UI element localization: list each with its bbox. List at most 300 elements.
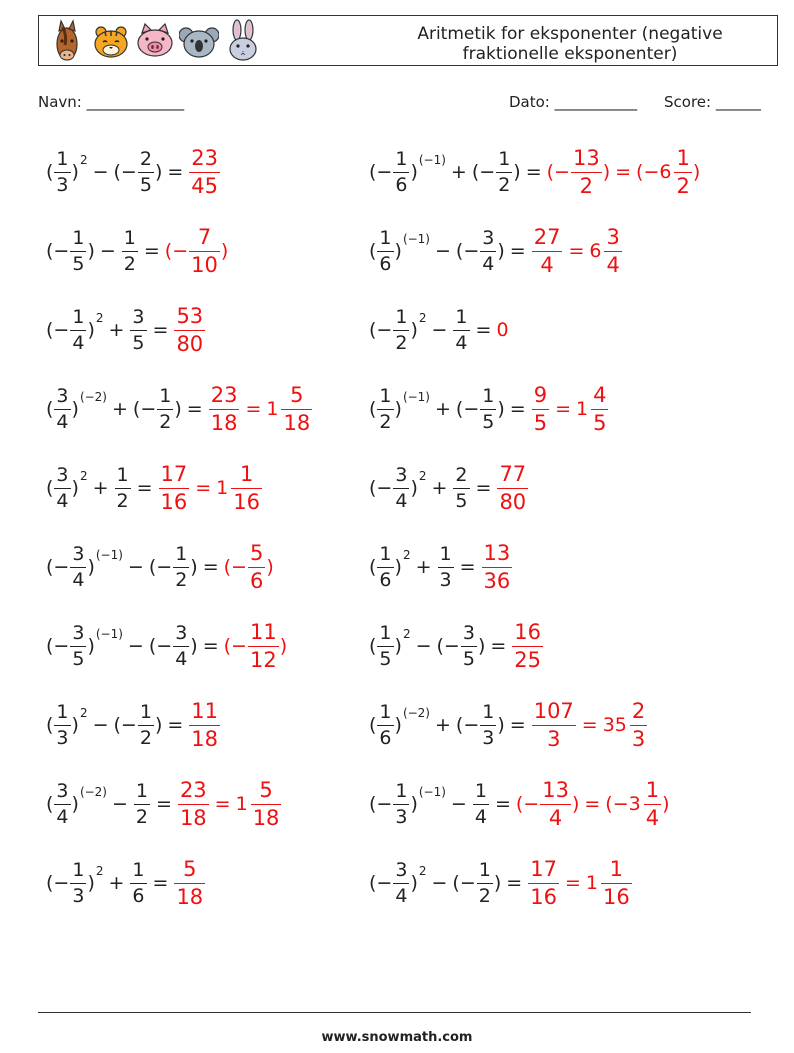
problem-item — [369, 140, 700, 204]
prefix: ( — [46, 477, 54, 499]
prefix: (− — [369, 161, 393, 183]
operator: + — [108, 319, 125, 341]
prefix: (− — [223, 635, 247, 657]
equals-sign: = — [475, 319, 492, 341]
prefix: (− — [46, 319, 70, 341]
denominator: 18 — [210, 410, 238, 435]
suffix: ) — [71, 714, 79, 736]
fraction — [473, 779, 489, 828]
numerator: 17 — [530, 856, 557, 881]
denominator: 5 — [379, 647, 392, 670]
equals-sign: = — [167, 714, 184, 736]
denominator: 6 — [379, 726, 392, 749]
numerator: 1 — [395, 305, 408, 328]
numerator: 1 — [135, 779, 149, 802]
equals-sign: = — [568, 240, 585, 262]
prefix: (− — [369, 793, 393, 815]
whole-number: 35 — [602, 714, 627, 736]
exponent: (−2) — [402, 706, 430, 720]
suffix: ) — [71, 793, 79, 815]
fraction — [377, 384, 393, 433]
problem-item — [46, 535, 274, 599]
problem-item — [369, 456, 529, 520]
suffix: ) — [493, 872, 502, 894]
numerator: 1 — [379, 384, 392, 407]
fraction — [189, 145, 220, 198]
numerator: 2 — [631, 698, 646, 723]
prefix: ( — [369, 240, 377, 262]
prefix: ( — [46, 714, 54, 736]
operator: + — [435, 398, 451, 420]
fraction — [157, 384, 173, 433]
answer — [158, 461, 263, 514]
denominator: 5 — [72, 252, 85, 275]
suffix: ) — [410, 319, 418, 341]
whole-number: 6 — [659, 161, 672, 183]
equals-sign: = — [195, 477, 212, 499]
problem-item — [46, 377, 313, 441]
fraction — [377, 226, 393, 275]
denominator: 2 — [116, 489, 129, 512]
problem-item — [369, 535, 513, 599]
exponent: 2 — [418, 311, 427, 325]
answer — [481, 540, 514, 593]
denominator: 3 — [532, 725, 576, 750]
fraction — [130, 305, 146, 354]
suffix: ) — [602, 161, 611, 183]
equals-sign: = — [475, 477, 492, 499]
operator: − — [92, 161, 109, 183]
problem-item — [369, 377, 609, 441]
worksheet-title: Aritmetik for eksponenter (negative fraktionelle eksponenter) — [417, 24, 723, 64]
prefix: (− — [46, 635, 70, 657]
denominator: 10 — [191, 252, 218, 277]
equals-sign: = — [509, 714, 526, 736]
equals-sign: = — [584, 793, 601, 815]
problem-item — [369, 772, 670, 836]
numerator: 1 — [132, 858, 145, 881]
fraction — [54, 463, 70, 512]
numerator: 5 — [259, 777, 273, 802]
problem-item — [369, 851, 633, 915]
operator: − — [127, 635, 144, 657]
numerator: 5 — [290, 382, 304, 407]
numerator: 3 — [462, 621, 475, 644]
denominator: 2 — [676, 173, 690, 198]
denominator: 5 — [132, 331, 145, 354]
whole-number: 1 — [585, 872, 598, 894]
equals-sign: = — [494, 793, 511, 815]
numerator: 107 — [533, 698, 574, 723]
operator: − — [450, 793, 467, 815]
denominator: 4 — [175, 647, 188, 670]
suffix: ) — [87, 319, 95, 341]
problem-item — [46, 772, 282, 836]
denominator: 4 — [540, 804, 571, 829]
fraction — [115, 463, 131, 512]
whole-number: 6 — [589, 240, 602, 262]
numerator: 1 — [478, 858, 491, 881]
numerator: 1 — [498, 147, 511, 170]
numerator: 7 — [197, 224, 212, 249]
fraction — [159, 461, 190, 514]
equals-sign: = — [152, 319, 169, 341]
numerator: 3 — [72, 542, 85, 565]
fraction — [174, 303, 205, 356]
denominator: 16 — [530, 884, 557, 909]
answer — [177, 777, 282, 830]
denominator: 2 — [135, 805, 149, 828]
fraction — [480, 700, 496, 749]
operator: + — [450, 161, 467, 183]
exponent: (−1) — [402, 232, 430, 246]
operator: − — [431, 319, 448, 341]
suffix: ) — [410, 477, 418, 499]
numerator: 1 — [439, 542, 452, 565]
fraction — [281, 382, 312, 435]
answer — [496, 319, 508, 341]
numerator: 27 — [533, 224, 561, 249]
fraction — [477, 858, 493, 907]
suffix: ) — [410, 161, 418, 183]
denominator: 18 — [283, 410, 311, 435]
exponent: (−1) — [402, 390, 430, 404]
numerator: 1 — [379, 700, 392, 723]
fraction — [138, 147, 154, 196]
numerator: 1 — [395, 779, 408, 802]
numerator: 2 — [455, 463, 468, 486]
prefix: (− — [164, 240, 189, 262]
equals-sign: = — [564, 872, 581, 894]
exponent: 2 — [418, 469, 427, 483]
numerator: 11 — [191, 698, 219, 723]
fraction — [54, 147, 70, 196]
numerator: 1 — [379, 621, 392, 644]
suffix: ) — [497, 714, 505, 736]
whole-number: 3 — [628, 793, 641, 815]
equals-sign: = — [156, 793, 172, 815]
exponent: 2 — [418, 864, 427, 878]
denominator: 2 — [159, 410, 172, 433]
suffix: ) — [477, 635, 486, 657]
suffix: ) — [174, 398, 182, 420]
prefix: ( — [369, 714, 377, 736]
operator: − — [99, 240, 116, 262]
numerator: 3 — [395, 858, 408, 881]
denominator: 4 — [482, 252, 495, 275]
numerator: 16 — [514, 619, 542, 644]
answer — [515, 777, 670, 830]
numerator: 3 — [132, 305, 145, 328]
denominator: 3 — [631, 726, 646, 751]
problem-item — [46, 693, 221, 757]
denominator: 2 — [139, 726, 152, 749]
denominator: 4 — [56, 489, 69, 512]
prefix: (− — [369, 319, 393, 341]
whole-number: 1 — [576, 398, 589, 420]
prefix: (− — [369, 872, 393, 894]
answer — [188, 145, 221, 198]
numerator: 3 — [56, 384, 69, 407]
operator: + — [415, 556, 432, 578]
problem-item — [369, 298, 509, 362]
numerator: 1 — [116, 463, 129, 486]
numerator: 13 — [483, 540, 511, 565]
prefix: (− — [546, 161, 570, 183]
denominator: 18 — [252, 805, 280, 830]
denominator: 2 — [498, 173, 511, 196]
footer-url: www.snowmath.com — [321, 1030, 473, 1045]
denominator: 18 — [191, 726, 219, 751]
fraction — [209, 382, 240, 435]
fraction — [122, 226, 138, 275]
problem-item — [46, 851, 206, 915]
denominator: 3 — [56, 726, 69, 749]
fraction — [497, 461, 528, 514]
numerator: 1 — [175, 542, 188, 565]
prefix: ( — [46, 398, 54, 420]
numerator: 13 — [542, 777, 569, 802]
denominator: 80 — [176, 331, 204, 356]
numerator: 23 — [179, 777, 207, 802]
prefix: ( — [46, 793, 54, 815]
numerator: 3 — [175, 621, 188, 644]
numerator: 1 — [159, 384, 172, 407]
exponent: (−1) — [418, 785, 446, 799]
fraction — [377, 700, 393, 749]
fraction — [393, 779, 409, 828]
numerator: 2 — [139, 147, 152, 170]
denominator: 4 — [72, 331, 85, 354]
operator: − — [112, 793, 128, 815]
fraction — [571, 145, 602, 198]
numerator: 1 — [72, 305, 85, 328]
exponent: 2 — [79, 706, 88, 720]
numerator: 5 — [249, 540, 264, 565]
fraction — [248, 619, 279, 672]
suffix: ) — [692, 161, 701, 183]
numerator: 1 — [676, 145, 690, 170]
fraction — [482, 540, 513, 593]
fraction — [130, 858, 146, 907]
answer — [164, 224, 229, 277]
equals-sign: = — [509, 398, 526, 420]
answer — [208, 382, 313, 435]
exponent: (−1) — [95, 627, 123, 641]
denominator: 4 — [395, 884, 408, 907]
prefix: (− — [605, 793, 629, 815]
prefix: (− — [369, 477, 393, 499]
prefix: (− — [46, 556, 70, 578]
equals-sign: = — [186, 398, 203, 420]
fraction — [54, 384, 70, 433]
exponent: 2 — [95, 311, 104, 325]
suffix: ) — [190, 556, 198, 578]
equals-sign: = — [525, 161, 542, 183]
numerator: 1 — [474, 779, 487, 802]
fraction — [70, 226, 86, 275]
suffix: ) — [394, 556, 402, 578]
numerator: 23 — [191, 145, 219, 170]
prefix: (− — [46, 240, 70, 262]
fraction — [178, 777, 209, 830]
exponent: 2 — [95, 864, 104, 878]
equals-sign: = — [214, 793, 231, 815]
denominator: 4 — [455, 331, 468, 354]
denominator: 2 — [175, 568, 188, 591]
suffix: ) — [279, 635, 288, 657]
suffix: ) — [410, 793, 418, 815]
denominator: 6 — [132, 884, 145, 907]
horse-icon — [47, 19, 87, 63]
suffix: ) — [497, 398, 505, 420]
denominator: 4 — [474, 805, 487, 828]
numerator: 9 — [533, 382, 548, 407]
denominator: 2 — [395, 331, 408, 354]
numerator: 5 — [183, 856, 197, 881]
denominator: 4 — [56, 410, 69, 433]
fraction — [70, 305, 86, 354]
fraction — [173, 621, 189, 670]
prefix: (− — [636, 161, 660, 183]
problem-item — [369, 614, 544, 678]
fraction — [251, 777, 282, 830]
prefix: (− — [223, 556, 247, 578]
answer — [223, 540, 274, 593]
suffix: ) — [87, 635, 95, 657]
denominator: 5 — [482, 410, 495, 433]
exponent: 2 — [79, 469, 88, 483]
numerator: 3 — [56, 463, 69, 486]
suffix: ) — [154, 714, 163, 736]
fraction — [591, 382, 608, 435]
suffix: ) — [394, 714, 402, 736]
fraction — [532, 382, 549, 435]
rabbit-icon — [223, 19, 263, 63]
denominator: 4 — [532, 251, 563, 276]
numerator: 53 — [176, 303, 204, 328]
suffix: ) — [497, 240, 505, 262]
numerator: 3 — [72, 621, 85, 644]
equals-sign: = — [202, 556, 219, 578]
date-field: Dato: ___________ — [509, 93, 638, 111]
denominator: 5 — [139, 173, 152, 196]
denominator: 5 — [593, 410, 607, 435]
problem-item — [46, 614, 287, 678]
equals-sign: = — [152, 872, 169, 894]
denominator: 16 — [233, 489, 260, 514]
fraction — [54, 700, 70, 749]
operator: + — [431, 477, 448, 499]
suffix: ) — [154, 161, 163, 183]
prefix: (− — [452, 872, 476, 894]
fraction — [453, 463, 469, 512]
fraction — [173, 542, 189, 591]
prefix: (− — [148, 635, 173, 657]
worksheet-header — [38, 15, 778, 66]
equals-sign: = — [506, 872, 523, 894]
numerator: 1 — [139, 700, 152, 723]
fraction — [174, 856, 205, 909]
operator: + — [108, 872, 125, 894]
suffix: ) — [71, 161, 79, 183]
denominator: 4 — [606, 252, 620, 277]
fraction — [377, 542, 393, 591]
equals-sign: = — [459, 556, 476, 578]
fraction — [70, 542, 86, 591]
fraction — [189, 224, 220, 277]
prefix: (− — [132, 398, 157, 420]
numerator: 1 — [239, 461, 254, 486]
operator: − — [431, 872, 448, 894]
suffix: ) — [662, 793, 670, 815]
denominator: 18 — [176, 884, 204, 909]
fraction — [393, 463, 409, 512]
equals-sign: = — [136, 477, 153, 499]
fraction — [377, 621, 393, 670]
equals-sign: = — [245, 398, 262, 420]
fraction — [393, 305, 409, 354]
numerator: 3 — [482, 226, 495, 249]
numerator: 3 — [606, 224, 620, 249]
whole-number: 1 — [216, 477, 229, 499]
denominator: 4 — [72, 568, 85, 591]
problem-item — [46, 219, 228, 283]
answer — [546, 145, 701, 198]
equals-sign: = — [581, 714, 598, 736]
denominator: 2 — [478, 884, 491, 907]
numerator: 4 — [593, 382, 607, 407]
fraction — [604, 224, 621, 277]
fraction — [189, 698, 220, 751]
denominator: 4 — [56, 805, 69, 828]
pig-icon — [135, 19, 175, 63]
fraction — [532, 698, 576, 751]
numerator: 1 — [482, 700, 495, 723]
denominator: 3 — [439, 568, 452, 591]
fraction — [644, 777, 661, 830]
prefix: (− — [148, 556, 173, 578]
denominator: 3 — [395, 805, 408, 828]
operator: + — [112, 398, 128, 420]
denominator: 2 — [571, 172, 602, 197]
denominator: 6 — [379, 568, 392, 591]
answer — [223, 619, 288, 672]
fraction — [674, 145, 691, 198]
denominator: 6 — [379, 252, 392, 275]
prefix: (− — [455, 398, 480, 420]
fraction — [393, 147, 409, 196]
answer — [531, 698, 649, 751]
answer — [527, 856, 632, 909]
denominator: 45 — [191, 173, 219, 198]
numerator: 1 — [645, 777, 660, 802]
problem-item — [46, 456, 263, 520]
numerator: 11 — [249, 619, 277, 644]
denominator: 2 — [123, 252, 136, 275]
denominator: 4 — [645, 805, 660, 830]
numerator: 1 — [482, 384, 495, 407]
prefix: (− — [455, 714, 480, 736]
fraction — [54, 779, 70, 828]
fraction — [138, 700, 154, 749]
fraction — [532, 224, 563, 277]
numerator: 13 — [572, 145, 600, 170]
numerator: 23 — [210, 382, 238, 407]
problem-item — [46, 298, 206, 362]
denominator: 16 — [602, 884, 630, 909]
fraction — [70, 621, 86, 670]
